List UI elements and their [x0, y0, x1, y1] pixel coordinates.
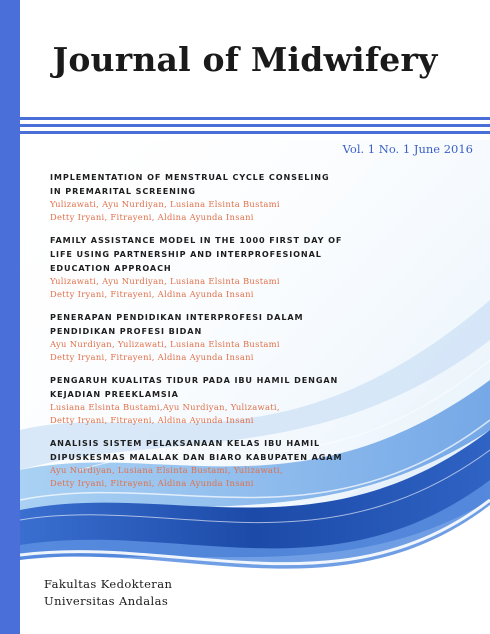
article-title-line: PENDIDIKAN PROFESI BIDAN	[50, 326, 203, 336]
left-accent-bar	[0, 0, 20, 634]
article-authors-line: Yulizawati, Ayu Nurdiyan, Lusiana Elsinta Bustami	[50, 199, 280, 209]
publisher-block	[44, 576, 172, 610]
article-authors-line: Detty Iryani, Fitrayeni, Aldina Ayunda Insani	[50, 289, 254, 299]
article-authors-line: Yulizawati, Ayu Nurdiyan, Lusiana Elsinta Bustami	[50, 276, 280, 286]
article-title-line: KEJADIAN PREEKLAMSIA	[50, 389, 179, 399]
article-list	[50, 170, 480, 499]
article-authors-line: Detty Iryani, Fitrayeni, Aldina Ayunda Insani	[50, 212, 254, 222]
article-title-line: IMPLEMENTATION OF MENSTRUAL CYCLE CONSELING	[50, 172, 330, 182]
header-rule	[20, 124, 490, 127]
publisher-faculty: Fakultas Kedokteran	[44, 577, 173, 591]
article-authors-line: Detty Iryani, Fitrayeni, Aldina Ayunda Insani	[50, 352, 254, 362]
article-authors-line: Lusiana Elsinta Bustami,Ayu Nurdiyan, Yulizawati,	[50, 402, 280, 412]
article-entry	[50, 436, 480, 490]
article-authors-line: Detty Iryani, Fitrayeni, Aldina Ayunda Insani	[50, 478, 254, 488]
article-authors-line: Detty Iryani, Fitrayeni, Aldina Ayunda Insani	[50, 415, 254, 425]
article-title-line: EDUCATION APPROACH	[50, 263, 172, 273]
article-title-line: IN PREMARITAL SCREENING	[50, 186, 196, 196]
article-title-line: ANALISIS SISTEM PELAKSANAAN KELAS IBU HAMIL	[50, 438, 321, 448]
article-title-line: PENERAPAN PENDIDIKAN INTERPROFESI DALAM	[50, 312, 304, 322]
volume-issue: Vol. 1 No. 1 June 2016	[342, 142, 473, 156]
publisher-university: Universitas Andalas	[44, 594, 169, 608]
journal-title: Journal of Midwifery	[52, 40, 438, 79]
article-title-line: FAMILY ASSISTANCE MODEL IN THE 1000 FIRST DAY OF	[50, 235, 343, 245]
article-entry	[50, 170, 480, 224]
header-rule	[20, 131, 490, 134]
article-title-line: LIFE USING PARTNERSHIP AND INTERPROFESIONAL	[50, 249, 322, 259]
article-title-line: PENGARUH KUALITAS TIDUR PADA IBU HAMIL DENGAN	[50, 375, 339, 385]
article-entry	[50, 373, 480, 427]
article-entry	[50, 310, 480, 364]
header-rule	[20, 117, 490, 120]
article-authors-line: Ayu Nurdiyan, Yulizawati, Lusiana Elsinta Bustami	[50, 339, 280, 349]
article-title-line: DIPUSKESMAS MALALAK DAN BIARO KABUPATEN AGAM	[50, 452, 343, 462]
article-authors-line: Ayu Nurdiyan, Lusiana Elsinta Bustami, Yulizawati,	[50, 465, 283, 475]
article-entry	[50, 233, 480, 301]
